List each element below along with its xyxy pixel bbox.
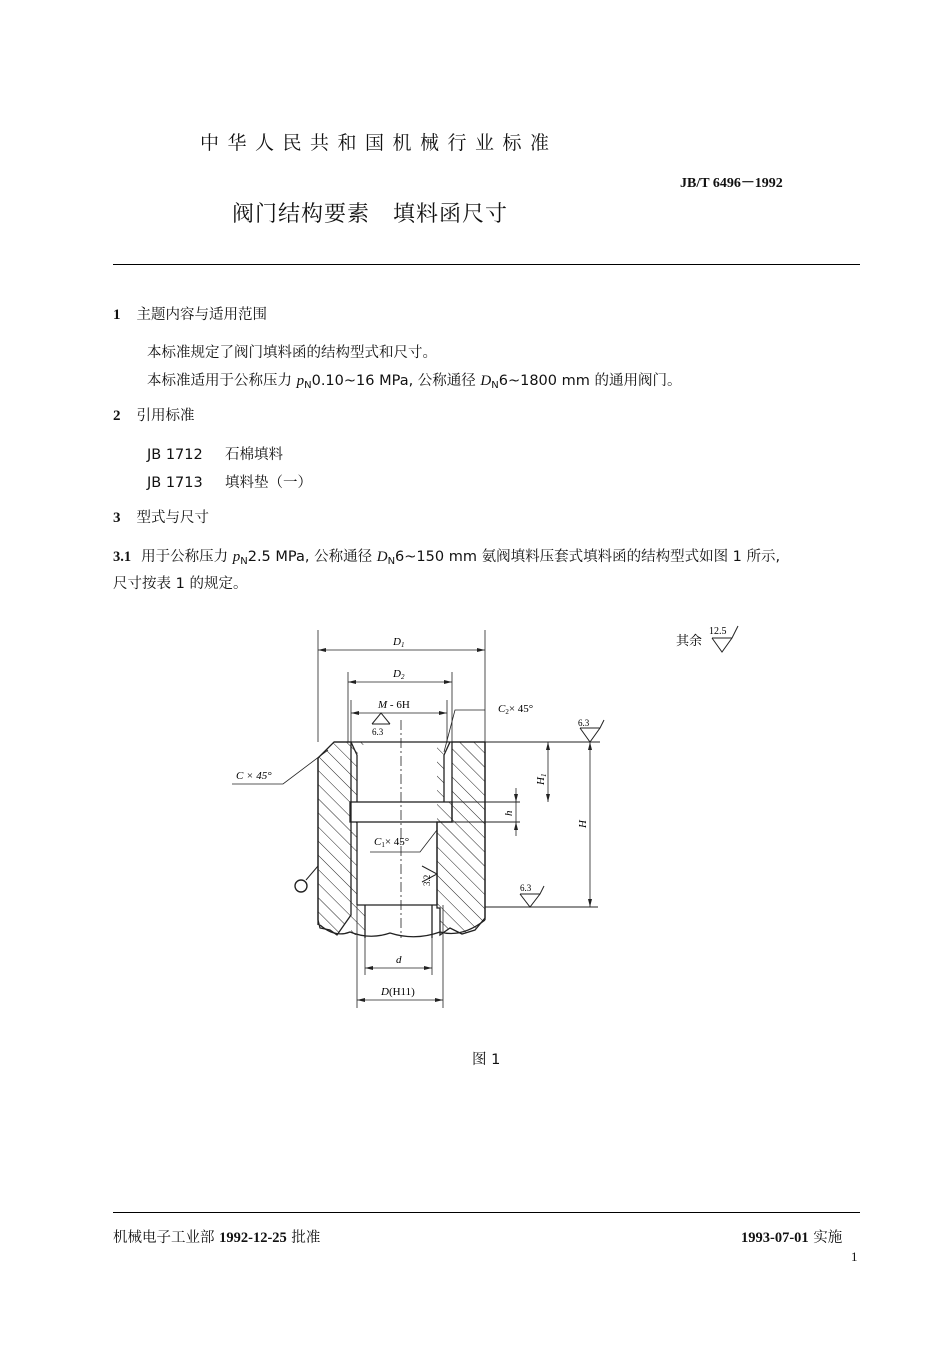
- section-title: 型式与尺寸: [136, 510, 209, 526]
- standard-number: JB/T 6496－1992: [680, 176, 783, 191]
- page-number: 1: [851, 1249, 858, 1264]
- label-roughness-bore: 3.2: [422, 874, 432, 886]
- label-roughness-bottom: 6.3: [520, 883, 532, 893]
- paragraph: 本标准适用于公称压力 $p_N0.10\sim 16$ MPa, 公称通径 $D_N6\sim 1800$ mm 的通用阀门。: [147, 373, 682, 391]
- label-roughness-top: 6.3: [578, 718, 590, 728]
- label-roughness-other: 12.5: [709, 626, 727, 637]
- label-D-h11: D(H11): [381, 986, 415, 998]
- section-title: 引用标准: [136, 408, 195, 424]
- label-other-surfaces: 其余: [676, 633, 703, 648]
- label-thread: M - 6H: [378, 699, 410, 711]
- clause-3-1-line2: 尺寸按表 1 的规定。: [113, 576, 248, 592]
- footer-rule: [113, 1212, 860, 1213]
- label-roughness-thread: 6.3: [372, 727, 384, 737]
- label-d2: D2: [393, 668, 405, 681]
- label-d1: D1: [393, 636, 405, 649]
- figure-caption: 图 1: [472, 1052, 501, 1068]
- approval-line: 机械电子工业部 1992-12-25 批准: [113, 1230, 321, 1246]
- reference-item: JB 1713 填料垫（一）: [147, 475, 312, 491]
- document-title: 阀门结构要素 填料函尺寸: [232, 202, 509, 227]
- label-h1: H1: [535, 773, 548, 785]
- label-H: H: [577, 820, 589, 828]
- paragraph: 本标准规定了阀门填料函的结构型式和尺寸。: [147, 345, 437, 361]
- section-number: 2: [113, 408, 121, 424]
- implementation-line: 1993-07-01 实施: [741, 1230, 843, 1246]
- section-number: 1: [113, 307, 121, 323]
- label-c: C × 45°: [236, 770, 272, 782]
- clause-3-1: 3.1 用于公称压力 $p_N2.5$ MPa, 公称通径 $D_N6\sim 150$ mm 氨阀填料压套式填料函的结构型式如图 1 所示,: [113, 549, 781, 567]
- reference-item: JB 1712 石棉填料: [147, 447, 283, 463]
- label-h: h: [503, 810, 515, 816]
- label-c1: C1× 45°: [374, 836, 410, 849]
- org-title: 中华人民共和国机械行业标准: [200, 132, 558, 154]
- label-d: d: [396, 954, 402, 966]
- section-number: 3: [113, 510, 121, 526]
- section-title: 主题内容与适用范围: [136, 307, 267, 323]
- label-c2: C2× 45°: [498, 703, 534, 716]
